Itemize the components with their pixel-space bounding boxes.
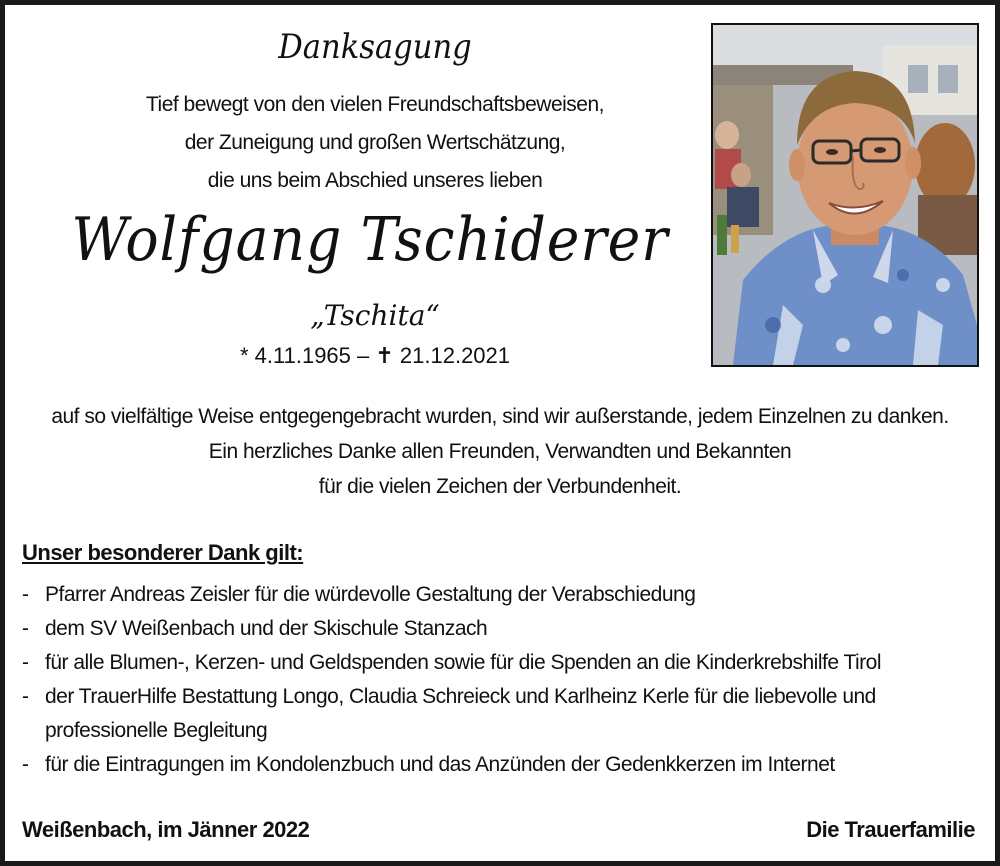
list-item-text: professionelle Begleitung [45, 719, 268, 742]
portrait-photo [711, 23, 979, 367]
dash-marker: - [22, 651, 29, 674]
body-text: für die vielen Zeichen der Verbundenheit. [318, 475, 682, 498]
special-thanks-title: Unser besonderer Dank gilt: [22, 540, 304, 565]
dash-marker: - [22, 685, 29, 708]
signature: Die Trauerfamilie [806, 817, 975, 842]
dash-marker: - [22, 583, 29, 606]
list-item-text: Pfarrer Andreas Zeisler für die würdevolle Gestaltung der Verabschiedung [45, 583, 696, 606]
list-item-continuation [22, 714, 982, 748]
deceased-name: Wolfgang Tschiderer [71, 205, 669, 275]
nickname: „Tschita“ [310, 299, 440, 332]
special-thanks-list [22, 578, 982, 782]
list-item [22, 646, 982, 680]
intro-line: der Zuneigung und großen Wertschätzung, [184, 131, 566, 154]
body-text: Ein herzliches Danke allen Freunden, Verwandten und Bekannten [208, 440, 792, 463]
list-item-text: für die Eintragungen im Kondolenzbuch und das Anzünden der Gedenkkerzen im Internet [45, 753, 835, 776]
heading: Danksagung [278, 27, 472, 67]
body-text: auf so vielfältige Weise entgegengebracht wurden, sind wir außerstande, jedem Einzelnen zu danken. [51, 405, 949, 428]
list-item [22, 578, 982, 612]
life-dates: * 4.11.1965 – ✝ 21.12.2021 [239, 343, 511, 368]
intro-line: die uns beim Abschied unseres lieben [207, 169, 543, 192]
list-item [22, 680, 982, 714]
list-item-text: dem SV Weißenbach und der Skischule Stanzach [45, 617, 488, 640]
place-date: Weißenbach, im Jänner 2022 [22, 817, 310, 842]
portrait-image [713, 25, 977, 365]
intro-line: Tief bewegt von den vielen Freundschaftsbeweisen, [145, 93, 604, 116]
list-item [22, 748, 982, 782]
dash-marker: - [22, 753, 29, 776]
list-item [22, 612, 982, 646]
list-item-text: für alle Blumen-, Kerzen- und Geldspenden sowie für die Spenden an die Kinderkrebshilfe Tirol [45, 651, 882, 674]
dash-marker: - [22, 617, 29, 640]
list-item-text: der TrauerHilfe Bestattung Longo, Claudia Schreieck und Karlheinz Kerle für die liebevolle und [45, 685, 876, 708]
